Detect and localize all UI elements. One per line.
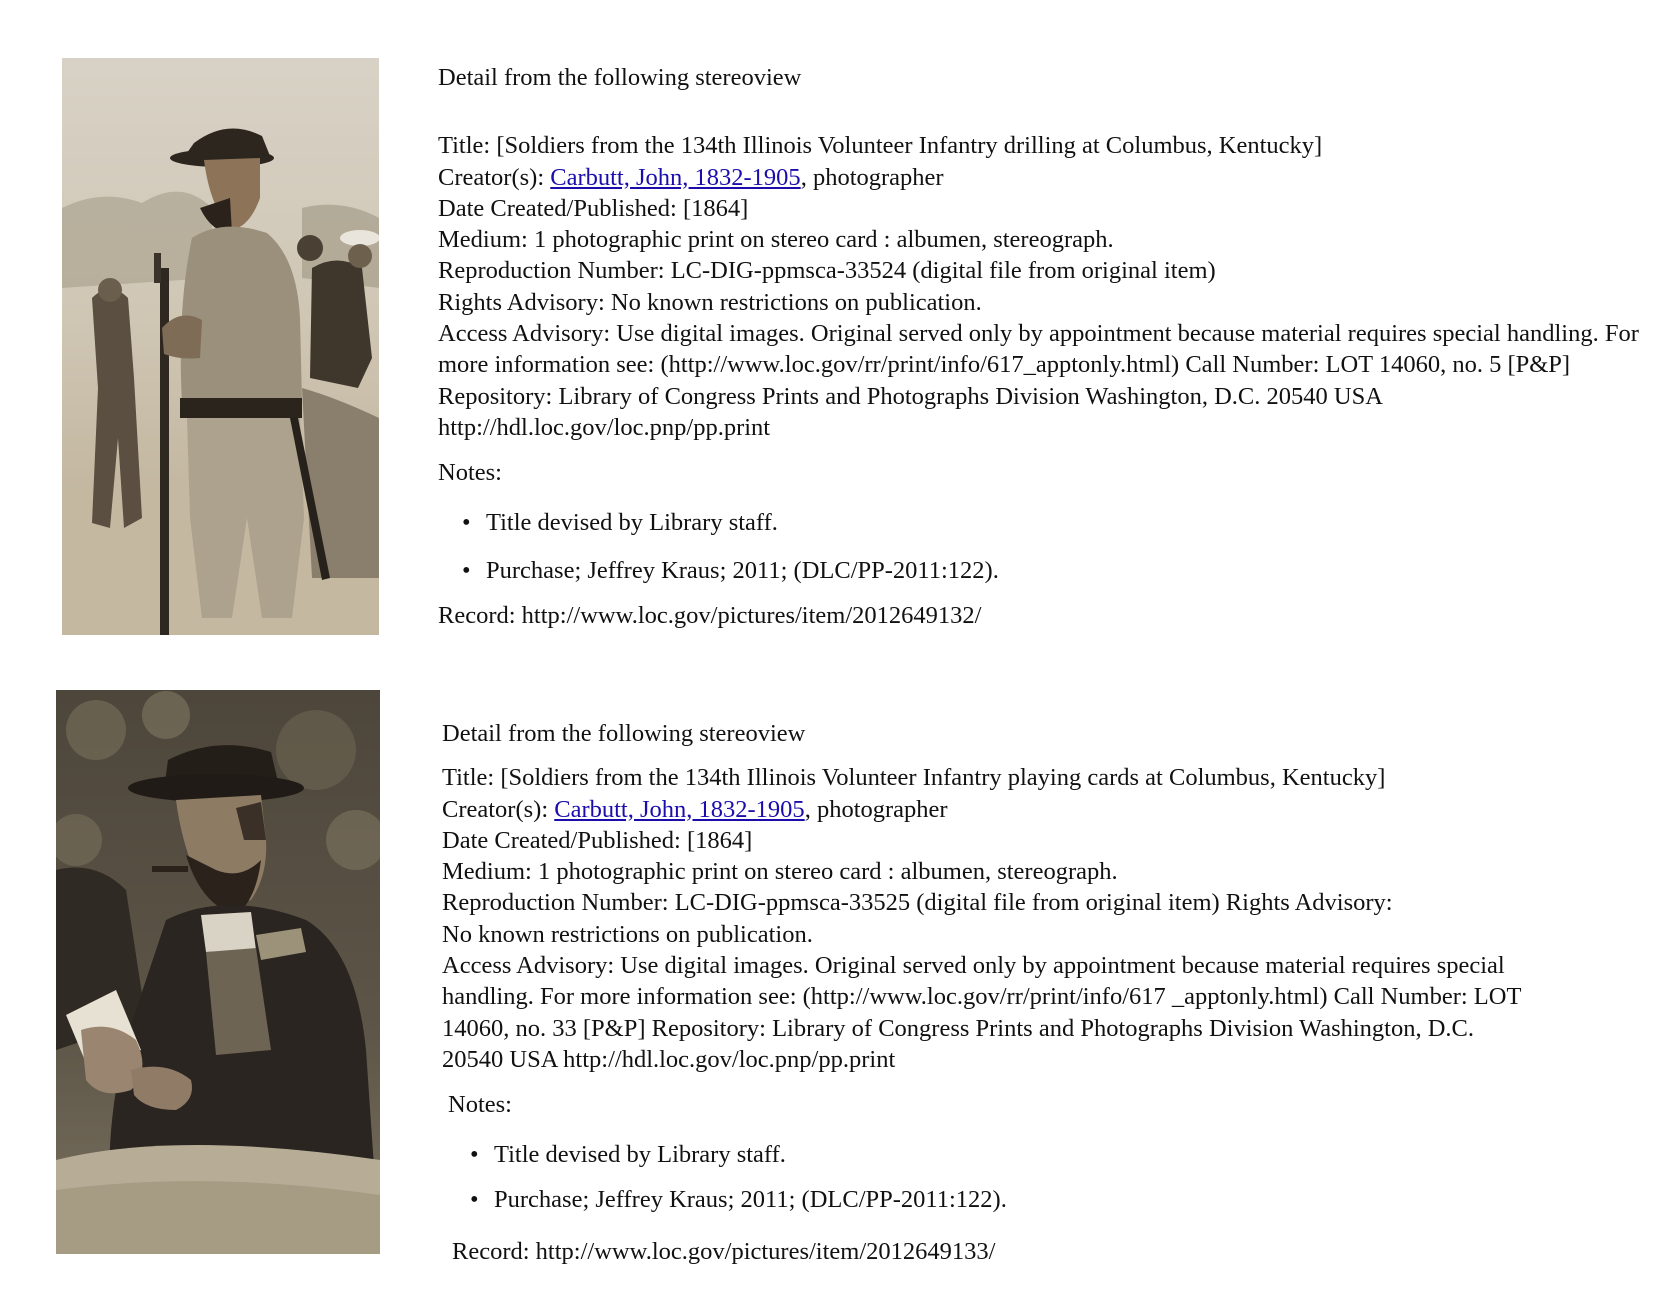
reproduction-line: Reproduction Number: LC-DIG-ppmsca-33524 (digital file from original item) xyxy=(438,257,1216,285)
creator-line: Creator(s): Carbutt, John, 1832-1905, photographer xyxy=(438,163,944,191)
note-item: • Purchase; Jeffrey Kraus; 2011; (DLC/PP-2011:122). xyxy=(446,1184,1522,1215)
creator-line: Creator(s): Carbutt, John, 1832-1905, photographer xyxy=(442,795,948,823)
record-url: Record: http://www.loc.gov/pictures/item/2012649132/ xyxy=(438,601,982,629)
notes-list xyxy=(438,507,1663,586)
record-url: Record: http://www.loc.gov/pictures/item/2012649133/ xyxy=(452,1237,996,1265)
note-item: • Title devised by Library staff. xyxy=(438,507,1663,538)
notes-label: Notes: xyxy=(448,1091,512,1119)
rights-line: Rights Advisory: No known restrictions on publication. xyxy=(438,288,982,316)
creator-link[interactable]: Carbutt, John, 1832-1905 xyxy=(554,795,805,823)
note-item: • Purchase; Jeffrey Kraus; 2011; (DLC/PP-2011:122). xyxy=(438,555,1663,586)
record-heading: Detail from the following stereoview xyxy=(442,720,806,747)
photo-soldier-playing-cards xyxy=(56,690,380,1254)
rights-line: No known restrictions on publication. xyxy=(442,920,813,948)
title-line: Title: [Soldiers from the 134th Illinois Volunteer Infantry playing cards at Columbus, Kentucky] xyxy=(442,764,1386,792)
note-item: • Title devised by Library staff. xyxy=(446,1139,1522,1170)
notes-label: Notes: xyxy=(438,459,502,487)
medium-line: Medium: 1 photographic print on stereo card : albumen, stereograph. xyxy=(438,226,1114,254)
creator-link[interactable]: Carbutt, John, 1832-1905 xyxy=(550,163,801,191)
record-heading: Detail from the following stereoview xyxy=(438,64,802,91)
medium-line: Medium: 1 photographic print on stereo card : albumen, stereograph. xyxy=(442,858,1118,886)
stereoview-record-2 xyxy=(442,718,1522,1267)
access-advisory: Access Advisory: Use digital images. Original served only by appointment because material requires special handling. For more information see: (http://www.loc.gov/rr/print/info/617 _apptonly.html) Call Number: LOT 14060, no. 33 [P&P] Repository: Library of Congress Prints and Photographs Division Washington, D.C. 20540 USA http://hdl.loc.gov/loc.pnp/pp.print xyxy=(442,952,1521,1073)
notes-list xyxy=(446,1139,1522,1215)
access-advisory: Access Advisory: Use digital images. Original served only by appointment because material requires special handling. For more information see: (http://www.loc.gov/rr/print/info/617_apptonly.html) Call Number: LOT 14060, no. 5 [P&P] Repository: Library of Congress Prints and Photographs Division Washington, D.C. 20540 USA http://hdl.loc.gov/loc.pnp/pp.print xyxy=(438,320,1639,441)
date-line: Date Created/Published: [1864] xyxy=(438,194,749,222)
date-line: Date Created/Published: [1864] xyxy=(442,826,753,854)
stereoview-record-1 xyxy=(438,62,1663,631)
photo-soldier-drilling xyxy=(62,58,379,635)
title-line: Title: [Soldiers from the 134th Illinois Volunteer Infantry drilling at Columbus, Kentucky] xyxy=(438,132,1323,160)
reproduction-line: Reproduction Number: LC-DIG-ppmsca-33525 (digital file from original item) Rights Advisory: xyxy=(442,889,1393,917)
